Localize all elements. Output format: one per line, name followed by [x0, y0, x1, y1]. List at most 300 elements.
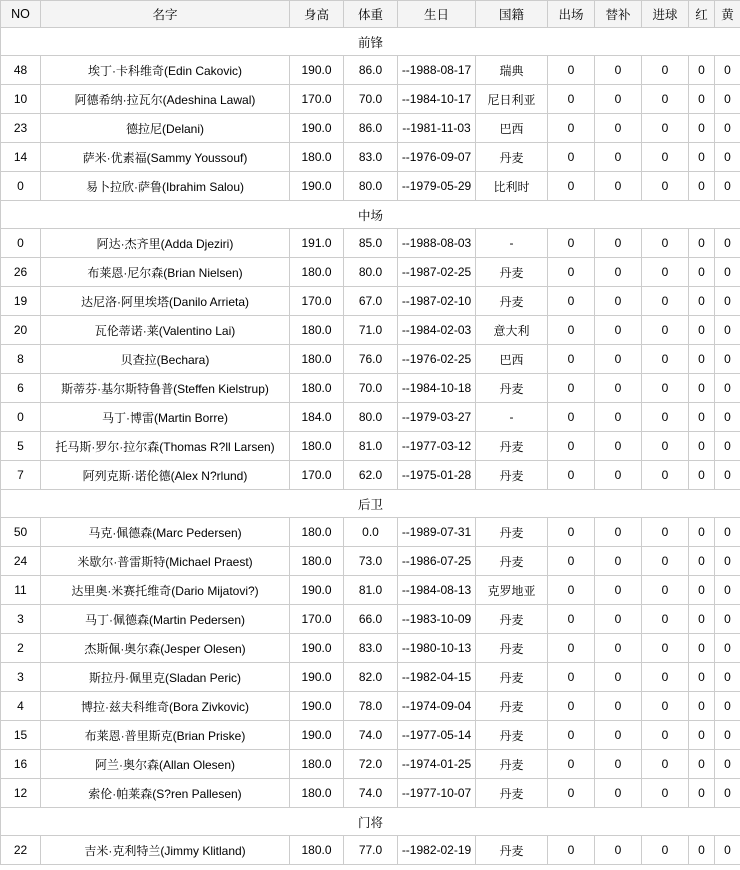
- column-header-nationality: 国籍: [476, 1, 548, 28]
- table-row[interactable]: [1, 345, 740, 374]
- player-red-cards: 0: [689, 721, 715, 750]
- table-row[interactable]: [1, 287, 740, 316]
- player-weight: 70.0: [344, 85, 398, 114]
- player-height: 180.0: [290, 258, 344, 287]
- player-nationality: 丹麦: [476, 721, 548, 750]
- player-height: 190.0: [290, 114, 344, 143]
- player-weight: 86.0: [344, 56, 398, 85]
- player-appearances: 0: [548, 547, 595, 576]
- player-yellow-cards: 0: [715, 518, 740, 547]
- player-number: 19: [1, 287, 41, 316]
- player-substitute: 0: [595, 779, 642, 808]
- player-appearances: 0: [548, 518, 595, 547]
- player-birthday: --1984-10-18: [398, 374, 476, 403]
- table-body: [1, 28, 740, 865]
- player-nationality: 丹麦: [476, 663, 548, 692]
- player-yellow-cards: 0: [715, 374, 740, 403]
- player-substitute: 0: [595, 85, 642, 114]
- player-birthday: --1979-05-29: [398, 172, 476, 201]
- table-row[interactable]: [1, 432, 740, 461]
- player-goals: 0: [642, 461, 689, 490]
- player-birthday: --1979-03-27: [398, 403, 476, 432]
- position-section-row: [1, 201, 740, 229]
- player-height: 170.0: [290, 605, 344, 634]
- player-substitute: 0: [595, 605, 642, 634]
- player-nationality: 尼日利亚: [476, 85, 548, 114]
- player-number: 8: [1, 345, 41, 374]
- player-height: 180.0: [290, 518, 344, 547]
- table-row[interactable]: [1, 403, 740, 432]
- player-name: 达里奥·米赛托维奇(Dario Mijatovi?): [41, 576, 290, 605]
- player-birthday: --1984-08-13: [398, 576, 476, 605]
- player-weight: 71.0: [344, 316, 398, 345]
- table-row[interactable]: [1, 316, 740, 345]
- player-number: 11: [1, 576, 41, 605]
- player-goals: 0: [642, 229, 689, 258]
- player-red-cards: 0: [689, 258, 715, 287]
- table-row[interactable]: [1, 518, 740, 547]
- player-red-cards: 0: [689, 634, 715, 663]
- player-substitute: 0: [595, 258, 642, 287]
- player-birthday: --1975-01-28: [398, 461, 476, 490]
- player-appearances: 0: [548, 779, 595, 808]
- player-birthday: --1988-08-17: [398, 56, 476, 85]
- position-section-title: 前锋: [1, 28, 740, 56]
- column-header-no: NO: [1, 1, 41, 28]
- player-birthday: --1976-02-25: [398, 345, 476, 374]
- table-row[interactable]: [1, 374, 740, 403]
- player-yellow-cards: 0: [715, 634, 740, 663]
- player-nationality: 丹麦: [476, 692, 548, 721]
- player-number: 0: [1, 229, 41, 258]
- player-red-cards: 0: [689, 172, 715, 201]
- player-number: 0: [1, 172, 41, 201]
- player-birthday: --1988-08-03: [398, 229, 476, 258]
- player-appearances: 0: [548, 316, 595, 345]
- player-name: 德拉尼(Delani): [41, 114, 290, 143]
- player-name: 阿兰·奥尔森(Allan Olesen): [41, 750, 290, 779]
- player-goals: 0: [642, 576, 689, 605]
- player-yellow-cards: 0: [715, 779, 740, 808]
- player-weight: 82.0: [344, 663, 398, 692]
- player-red-cards: 0: [689, 461, 715, 490]
- player-name: 杰斯佩·奥尔森(Jesper Olesen): [41, 634, 290, 663]
- table-row[interactable]: [1, 663, 740, 692]
- player-substitute: 0: [595, 403, 642, 432]
- player-substitute: 0: [595, 374, 642, 403]
- player-height: 170.0: [290, 461, 344, 490]
- player-substitute: 0: [595, 750, 642, 779]
- player-nationality: -: [476, 229, 548, 258]
- player-height: 190.0: [290, 56, 344, 85]
- player-nationality: 丹麦: [476, 518, 548, 547]
- player-appearances: 0: [548, 258, 595, 287]
- column-header-red-cards: 红: [689, 1, 715, 28]
- player-substitute: 0: [595, 143, 642, 172]
- player-goals: 0: [642, 114, 689, 143]
- player-number: 48: [1, 56, 41, 85]
- player-number: 24: [1, 547, 41, 576]
- player-red-cards: 0: [689, 547, 715, 576]
- player-nationality: 丹麦: [476, 432, 548, 461]
- player-yellow-cards: 0: [715, 316, 740, 345]
- player-yellow-cards: 0: [715, 114, 740, 143]
- player-nationality: 丹麦: [476, 143, 548, 172]
- column-header-height: 身高: [290, 1, 344, 28]
- player-red-cards: 0: [689, 432, 715, 461]
- player-name: 瓦伦蒂诺·莱(Valentino Lai): [41, 316, 290, 345]
- player-name: 贝查拉(Bechara): [41, 345, 290, 374]
- player-goals: 0: [642, 172, 689, 201]
- player-nationality: 巴西: [476, 114, 548, 143]
- player-weight: 72.0: [344, 750, 398, 779]
- player-name: 阿达·杰齐里(Adda Djeziri): [41, 229, 290, 258]
- player-name: 埃丁·卡科维奇(Edin Cakovic): [41, 56, 290, 85]
- player-appearances: 0: [548, 461, 595, 490]
- player-goals: 0: [642, 721, 689, 750]
- player-weight: 74.0: [344, 779, 398, 808]
- table-row[interactable]: [1, 634, 740, 663]
- table-row[interactable]: [1, 547, 740, 576]
- player-number: 15: [1, 721, 41, 750]
- table-row[interactable]: [1, 779, 740, 808]
- player-birthday: --1974-09-04: [398, 692, 476, 721]
- player-height: 180.0: [290, 432, 344, 461]
- player-goals: 0: [642, 750, 689, 779]
- player-yellow-cards: 0: [715, 345, 740, 374]
- player-name: 吉米·克利特兰(Jimmy Klitland): [41, 836, 290, 865]
- player-substitute: 0: [595, 461, 642, 490]
- player-nationality: 丹麦: [476, 634, 548, 663]
- player-red-cards: 0: [689, 345, 715, 374]
- player-weight: 67.0: [344, 287, 398, 316]
- player-birthday: --1977-05-14: [398, 721, 476, 750]
- table-row[interactable]: [1, 143, 740, 172]
- player-appearances: 0: [548, 576, 595, 605]
- player-substitute: 0: [595, 576, 642, 605]
- player-nationality: 丹麦: [476, 750, 548, 779]
- player-name: 博拉·兹夫科维奇(Bora Zivkovic): [41, 692, 290, 721]
- player-appearances: 0: [548, 605, 595, 634]
- player-appearances: 0: [548, 374, 595, 403]
- player-birthday: --1976-09-07: [398, 143, 476, 172]
- player-number: 0: [1, 403, 41, 432]
- player-birthday: --1984-02-03: [398, 316, 476, 345]
- player-height: 190.0: [290, 172, 344, 201]
- player-red-cards: 0: [689, 403, 715, 432]
- player-appearances: 0: [548, 114, 595, 143]
- player-weight: 83.0: [344, 143, 398, 172]
- player-name: 索伦·帕莱森(S?ren Pallesen): [41, 779, 290, 808]
- player-height: 180.0: [290, 345, 344, 374]
- player-name: 马丁·博雷(Martin Borre): [41, 403, 290, 432]
- player-appearances: 0: [548, 345, 595, 374]
- player-weight: 81.0: [344, 576, 398, 605]
- player-birthday: --1982-04-15: [398, 663, 476, 692]
- player-red-cards: 0: [689, 229, 715, 258]
- player-yellow-cards: 0: [715, 750, 740, 779]
- player-number: 4: [1, 692, 41, 721]
- player-birthday: --1977-10-07: [398, 779, 476, 808]
- player-appearances: 0: [548, 692, 595, 721]
- player-goals: 0: [642, 692, 689, 721]
- player-yellow-cards: 0: [715, 258, 740, 287]
- player-height: 180.0: [290, 316, 344, 345]
- player-yellow-cards: 0: [715, 605, 740, 634]
- player-goals: 0: [642, 85, 689, 114]
- player-yellow-cards: 0: [715, 172, 740, 201]
- player-name: 阿德希纳·拉瓦尔(Adeshina Lawal): [41, 85, 290, 114]
- player-goals: 0: [642, 779, 689, 808]
- column-header-substitute: 替补: [595, 1, 642, 28]
- player-nationality: 丹麦: [476, 836, 548, 865]
- player-number: 14: [1, 143, 41, 172]
- player-height: 180.0: [290, 779, 344, 808]
- player-goals: 0: [642, 663, 689, 692]
- player-birthday: --1982-02-19: [398, 836, 476, 865]
- table-row[interactable]: [1, 836, 740, 865]
- table-row[interactable]: [1, 605, 740, 634]
- player-red-cards: 0: [689, 56, 715, 85]
- player-nationality: 比利时: [476, 172, 548, 201]
- player-weight: 80.0: [344, 403, 398, 432]
- position-section-row: [1, 28, 740, 56]
- player-appearances: 0: [548, 432, 595, 461]
- position-section-title: 中场: [1, 201, 740, 229]
- player-height: 190.0: [290, 663, 344, 692]
- player-height: 180.0: [290, 836, 344, 865]
- player-height: 190.0: [290, 692, 344, 721]
- player-yellow-cards: 0: [715, 836, 740, 865]
- table-row[interactable]: [1, 172, 740, 201]
- player-height: 190.0: [290, 721, 344, 750]
- player-weight: 77.0: [344, 836, 398, 865]
- table-row[interactable]: [1, 56, 740, 85]
- player-height: 170.0: [290, 85, 344, 114]
- player-yellow-cards: 0: [715, 547, 740, 576]
- player-red-cards: 0: [689, 605, 715, 634]
- player-red-cards: 0: [689, 692, 715, 721]
- player-weight: 74.0: [344, 721, 398, 750]
- player-number: 23: [1, 114, 41, 143]
- player-yellow-cards: 0: [715, 85, 740, 114]
- player-substitute: 0: [595, 634, 642, 663]
- player-number: 50: [1, 518, 41, 547]
- player-red-cards: 0: [689, 316, 715, 345]
- player-red-cards: 0: [689, 374, 715, 403]
- player-appearances: 0: [548, 287, 595, 316]
- table-row[interactable]: [1, 721, 740, 750]
- player-substitute: 0: [595, 432, 642, 461]
- player-appearances: 0: [548, 634, 595, 663]
- player-nationality: 瑞典: [476, 56, 548, 85]
- player-name: 布莱恩·尼尔森(Brian Nielsen): [41, 258, 290, 287]
- player-substitute: 0: [595, 229, 642, 258]
- player-red-cards: 0: [689, 114, 715, 143]
- player-name: 马克·佩德森(Marc Pedersen): [41, 518, 290, 547]
- player-goals: 0: [642, 547, 689, 576]
- player-goals: 0: [642, 143, 689, 172]
- table-row[interactable]: [1, 229, 740, 258]
- player-number: 2: [1, 634, 41, 663]
- table-row[interactable]: [1, 85, 740, 114]
- player-goals: 0: [642, 634, 689, 663]
- player-red-cards: 0: [689, 287, 715, 316]
- player-height: 184.0: [290, 403, 344, 432]
- player-name: 布莱恩·普里斯克(Brian Priske): [41, 721, 290, 750]
- player-number: 5: [1, 432, 41, 461]
- player-yellow-cards: 0: [715, 432, 740, 461]
- player-goals: 0: [642, 56, 689, 85]
- player-height: 180.0: [290, 547, 344, 576]
- column-header-name: 名字: [41, 1, 290, 28]
- player-number: 12: [1, 779, 41, 808]
- player-substitute: 0: [595, 287, 642, 316]
- player-nationality: 丹麦: [476, 287, 548, 316]
- player-weight: 73.0: [344, 547, 398, 576]
- player-yellow-cards: 0: [715, 461, 740, 490]
- player-yellow-cards: 0: [715, 143, 740, 172]
- player-name: 斯蒂芬·基尔斯特鲁普(Steffen Kielstrup): [41, 374, 290, 403]
- player-height: 180.0: [290, 750, 344, 779]
- player-yellow-cards: 0: [715, 721, 740, 750]
- player-name: 米歇尔·普雷斯特(Michael Praest): [41, 547, 290, 576]
- player-nationality: 丹麦: [476, 547, 548, 576]
- player-birthday: --1984-10-17: [398, 85, 476, 114]
- header-row: [1, 1, 740, 28]
- player-substitute: 0: [595, 345, 642, 374]
- player-weight: 80.0: [344, 258, 398, 287]
- player-weight: 85.0: [344, 229, 398, 258]
- player-number: 6: [1, 374, 41, 403]
- player-goals: 0: [642, 345, 689, 374]
- player-birthday: --1987-02-10: [398, 287, 476, 316]
- player-weight: 86.0: [344, 114, 398, 143]
- player-number: 26: [1, 258, 41, 287]
- player-number: 10: [1, 85, 41, 114]
- player-nationality: 丹麦: [476, 461, 548, 490]
- player-nationality: 丹麦: [476, 258, 548, 287]
- player-goals: 0: [642, 432, 689, 461]
- player-yellow-cards: 0: [715, 287, 740, 316]
- table-row[interactable]: [1, 258, 740, 287]
- column-header-yellow-cards: 黄: [715, 1, 740, 28]
- player-goals: 0: [642, 258, 689, 287]
- column-header-birthday: 生日: [398, 1, 476, 28]
- position-section-row: [1, 808, 740, 836]
- player-appearances: 0: [548, 836, 595, 865]
- player-goals: 0: [642, 518, 689, 547]
- player-name: 阿列克斯·诺伦德(Alex N?rlund): [41, 461, 290, 490]
- player-number: 16: [1, 750, 41, 779]
- player-goals: 0: [642, 836, 689, 865]
- column-header-appearances: 出场: [548, 1, 595, 28]
- player-nationality: 克罗地亚: [476, 576, 548, 605]
- player-goals: 0: [642, 316, 689, 345]
- table-row[interactable]: [1, 750, 740, 779]
- player-red-cards: 0: [689, 85, 715, 114]
- player-substitute: 0: [595, 663, 642, 692]
- player-appearances: 0: [548, 56, 595, 85]
- player-number: 22: [1, 836, 41, 865]
- column-header-goals: 进球: [642, 1, 689, 28]
- player-yellow-cards: 0: [715, 403, 740, 432]
- player-nationality: 丹麦: [476, 779, 548, 808]
- player-substitute: 0: [595, 518, 642, 547]
- player-substitute: 0: [595, 316, 642, 345]
- player-nationality: -: [476, 403, 548, 432]
- table-row[interactable]: [1, 576, 740, 605]
- player-birthday: --1989-07-31: [398, 518, 476, 547]
- table-row[interactable]: [1, 114, 740, 143]
- position-section-title: 门将: [1, 808, 740, 836]
- player-substitute: 0: [595, 172, 642, 201]
- player-yellow-cards: 0: [715, 663, 740, 692]
- player-goals: 0: [642, 403, 689, 432]
- table-header: [1, 1, 740, 28]
- player-red-cards: 0: [689, 750, 715, 779]
- player-red-cards: 0: [689, 143, 715, 172]
- player-height: 180.0: [290, 374, 344, 403]
- player-nationality: 巴西: [476, 345, 548, 374]
- player-height: 191.0: [290, 229, 344, 258]
- player-red-cards: 0: [689, 518, 715, 547]
- player-weight: 81.0: [344, 432, 398, 461]
- player-weight: 80.0: [344, 172, 398, 201]
- player-substitute: 0: [595, 692, 642, 721]
- player-red-cards: 0: [689, 576, 715, 605]
- player-substitute: 0: [595, 836, 642, 865]
- player-nationality: 丹麦: [476, 605, 548, 634]
- player-height: 180.0: [290, 143, 344, 172]
- player-yellow-cards: 0: [715, 692, 740, 721]
- player-appearances: 0: [548, 750, 595, 779]
- player-number: 3: [1, 663, 41, 692]
- player-yellow-cards: 0: [715, 576, 740, 605]
- player-red-cards: 0: [689, 663, 715, 692]
- player-weight: 78.0: [344, 692, 398, 721]
- player-weight: 62.0: [344, 461, 398, 490]
- player-appearances: 0: [548, 229, 595, 258]
- player-name: 马丁·佩德森(Martin Pedersen): [41, 605, 290, 634]
- player-yellow-cards: 0: [715, 229, 740, 258]
- table-row[interactable]: [1, 461, 740, 490]
- player-yellow-cards: 0: [715, 56, 740, 85]
- position-section-row: [1, 490, 740, 518]
- player-weight: 0.0: [344, 518, 398, 547]
- player-goals: 0: [642, 287, 689, 316]
- table-row[interactable]: [1, 692, 740, 721]
- player-height: 170.0: [290, 287, 344, 316]
- player-substitute: 0: [595, 114, 642, 143]
- player-height: 190.0: [290, 634, 344, 663]
- player-nationality: 意大利: [476, 316, 548, 345]
- player-appearances: 0: [548, 143, 595, 172]
- player-number: 7: [1, 461, 41, 490]
- player-appearances: 0: [548, 663, 595, 692]
- player-substitute: 0: [595, 56, 642, 85]
- player-red-cards: 0: [689, 779, 715, 808]
- position-section-title: 后卫: [1, 490, 740, 518]
- player-birthday: --1981-11-03: [398, 114, 476, 143]
- player-substitute: 0: [595, 547, 642, 576]
- player-height: 190.0: [290, 576, 344, 605]
- player-appearances: 0: [548, 403, 595, 432]
- player-birthday: --1974-01-25: [398, 750, 476, 779]
- player-weight: 70.0: [344, 374, 398, 403]
- player-appearances: 0: [548, 85, 595, 114]
- player-birthday: --1980-10-13: [398, 634, 476, 663]
